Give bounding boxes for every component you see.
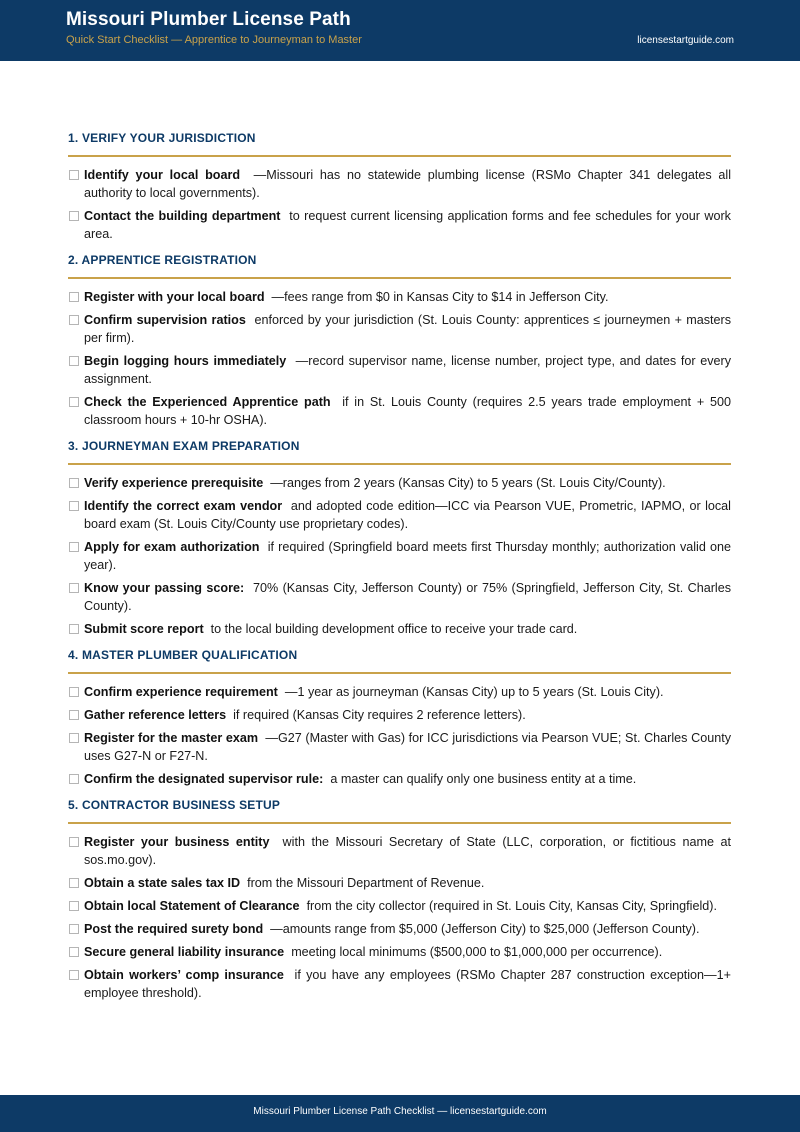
checkbox-icon[interactable] bbox=[69, 292, 79, 302]
checkbox-icon[interactable] bbox=[69, 878, 79, 888]
checkbox-icon[interactable] bbox=[69, 170, 79, 180]
checklist-item bbox=[68, 770, 731, 788]
checkbox-icon[interactable] bbox=[69, 710, 79, 720]
checklist-item bbox=[68, 579, 731, 615]
item-label: Confirm supervision ratios bbox=[84, 313, 246, 327]
item-text: —Missouri has no statewide plumbing license (RSMo Chapter 341 delegates all authority to local governments). bbox=[84, 168, 732, 200]
item-label: Verify experience prerequisite bbox=[84, 476, 264, 490]
checklist-section bbox=[68, 253, 731, 429]
checklist-section bbox=[68, 131, 731, 243]
checkbox-icon[interactable] bbox=[69, 970, 79, 980]
checklist-item bbox=[68, 683, 731, 701]
page-subtitle: Quick Start Checklist — Apprentice to Journeyman to Master bbox=[66, 34, 362, 46]
item-text: if required (Kansas City requires 2 reference letters). bbox=[233, 708, 526, 722]
item-text: if you have any employees (RSMo Chapter 287 construction exception—1+ employee threshold). bbox=[84, 968, 731, 1000]
section-title: 5. CONTRACTOR BUSINESS SETUP bbox=[68, 798, 731, 824]
item-label: Confirm the designated supervisor rule: bbox=[84, 772, 324, 786]
item-label: Confirm experience requirement bbox=[84, 685, 278, 699]
item-text: from the Missouri Department of Revenue. bbox=[247, 876, 485, 890]
checklist-item bbox=[68, 833, 731, 869]
item-label: Post the required surety bond bbox=[84, 922, 264, 936]
item-label: Obtain workers’ comp insurance bbox=[84, 968, 284, 982]
item-text: —fees range from $0 in Kansas City to $14 in Jefferson City. bbox=[271, 290, 609, 304]
checklist-item bbox=[68, 943, 731, 961]
item-text: with the Missouri Secretary of State (LLC, corporation, or fictitious name at sos.mo.gov). bbox=[84, 835, 731, 867]
checkbox-icon[interactable] bbox=[69, 774, 79, 784]
section-title: 4. MASTER PLUMBER QUALIFICATION bbox=[68, 648, 731, 674]
item-text: if required (Springfield board meets first Thursday monthly; authorization valid one year). bbox=[84, 540, 731, 572]
item-label: Register your business entity bbox=[84, 835, 270, 849]
item-label: Apply for exam authorization bbox=[84, 540, 260, 554]
checklist-item bbox=[68, 311, 731, 347]
page-header bbox=[0, 0, 800, 61]
item-text: meeting local minimums ($500,000 to $1,000,000 per occurrence). bbox=[291, 945, 663, 959]
item-label: Begin logging hours immediately bbox=[84, 354, 287, 368]
item-label: Identify the correct exam vendor bbox=[84, 499, 283, 513]
checkbox-icon[interactable] bbox=[69, 901, 79, 911]
checklist-item bbox=[68, 897, 731, 915]
checklist-item bbox=[68, 393, 731, 429]
checklist-item bbox=[68, 920, 731, 938]
item-label: Submit score report bbox=[84, 622, 204, 636]
checklist-item bbox=[68, 729, 731, 765]
checkbox-icon[interactable] bbox=[69, 542, 79, 552]
item-text: to request current licensing application forms and fee schedules for your work area. bbox=[84, 209, 731, 241]
checklist-item bbox=[68, 706, 731, 724]
item-label: Register with your local board bbox=[84, 290, 265, 304]
checkbox-icon[interactable] bbox=[69, 837, 79, 847]
checkbox-icon[interactable] bbox=[69, 687, 79, 697]
section-title: 1. VERIFY YOUR JURISDICTION bbox=[68, 131, 731, 157]
checklist-item bbox=[68, 352, 731, 388]
page-title: Missouri Plumber License Path bbox=[66, 9, 351, 30]
item-text: and adopted code edition—ICC via Pearson VUE, Prometric, IAPMO, or local board exam (St. Louis City/County use proprietary codes). bbox=[84, 499, 731, 531]
item-label: Obtain local Statement of Clearance bbox=[84, 899, 300, 913]
item-label: Secure general liability insurance bbox=[84, 945, 285, 959]
item-text: to the local building development office to receive your trade card. bbox=[210, 622, 578, 636]
checklist-content bbox=[68, 131, 731, 1012]
checkbox-icon[interactable] bbox=[69, 356, 79, 366]
checkbox-icon[interactable] bbox=[69, 397, 79, 407]
item-label: Check the Experienced Apprentice path bbox=[84, 395, 331, 409]
item-label: Identify your local board bbox=[84, 168, 241, 182]
checkbox-icon[interactable] bbox=[69, 478, 79, 488]
item-text: if in St. Louis County (requires 2.5 years trade employment + 500 classroom hours + 10-hr OSHA). bbox=[84, 395, 731, 427]
checklist-item bbox=[68, 207, 731, 243]
item-label: Know your passing score: bbox=[84, 581, 245, 595]
section-title: 3. JOURNEYMAN EXAM PREPARATION bbox=[68, 439, 731, 465]
checklist-section bbox=[68, 648, 731, 788]
checklist-item bbox=[68, 288, 731, 306]
checklist-section bbox=[68, 439, 731, 638]
checklist-item bbox=[68, 474, 731, 492]
checklist-item bbox=[68, 874, 731, 892]
item-text: —amounts range from $5,000 (Jefferson City) to $25,000 (Jefferson County). bbox=[270, 922, 700, 936]
section-title: 2. APPRENTICE REGISTRATION bbox=[68, 253, 731, 279]
item-label: Obtain a state sales tax ID bbox=[84, 876, 241, 890]
checkbox-icon[interactable] bbox=[69, 733, 79, 743]
item-label: Contact the building department bbox=[84, 209, 281, 223]
site-link[interactable]: licensestartguide.com bbox=[637, 35, 734, 46]
checkbox-icon[interactable] bbox=[69, 501, 79, 511]
checklist-item bbox=[68, 497, 731, 533]
item-text: —ranges from 2 years (Kansas City) to 5 years (St. Louis City/County). bbox=[270, 476, 666, 490]
item-text: from the city collector (required in St. Louis City, Kansas City, Springfield). bbox=[306, 899, 717, 913]
page-footer bbox=[0, 1095, 800, 1132]
checkbox-icon[interactable] bbox=[69, 211, 79, 221]
checklist-item bbox=[68, 538, 731, 574]
item-text: 70% (Kansas City, Jefferson County) or 75% (Springfield, Jefferson City, St. Charles County). bbox=[84, 581, 731, 613]
item-text: —G27 (Master with Gas) for ICC jurisdictions via Pearson VUE; St. Charles County uses G27-N or F27-N. bbox=[84, 731, 731, 763]
checkbox-icon[interactable] bbox=[69, 624, 79, 634]
checkbox-icon[interactable] bbox=[69, 583, 79, 593]
checkbox-icon[interactable] bbox=[69, 924, 79, 934]
checkbox-icon[interactable] bbox=[69, 315, 79, 325]
checklist-item bbox=[68, 966, 731, 1002]
item-label: Register for the master exam bbox=[84, 731, 259, 745]
checkbox-icon[interactable] bbox=[69, 947, 79, 957]
checklist-section bbox=[68, 798, 731, 1002]
footer-text: Missouri Plumber License Path Checklist — licensestartguide.com bbox=[253, 1106, 547, 1117]
item-text: a master can qualify only one business entity at a time. bbox=[330, 772, 637, 786]
item-text: —record supervisor name, license number, project type, and dates for every assignment. bbox=[84, 354, 731, 386]
item-text: enforced by your jurisdiction (St. Louis County: apprentices ≤ journeymen + masters per firm). bbox=[84, 313, 732, 345]
checklist-item bbox=[68, 620, 731, 638]
checklist-item bbox=[68, 166, 731, 202]
item-text: —1 year as journeyman (Kansas City) up to 5 years (St. Louis City). bbox=[284, 685, 664, 699]
item-label: Gather reference letters bbox=[84, 708, 227, 722]
